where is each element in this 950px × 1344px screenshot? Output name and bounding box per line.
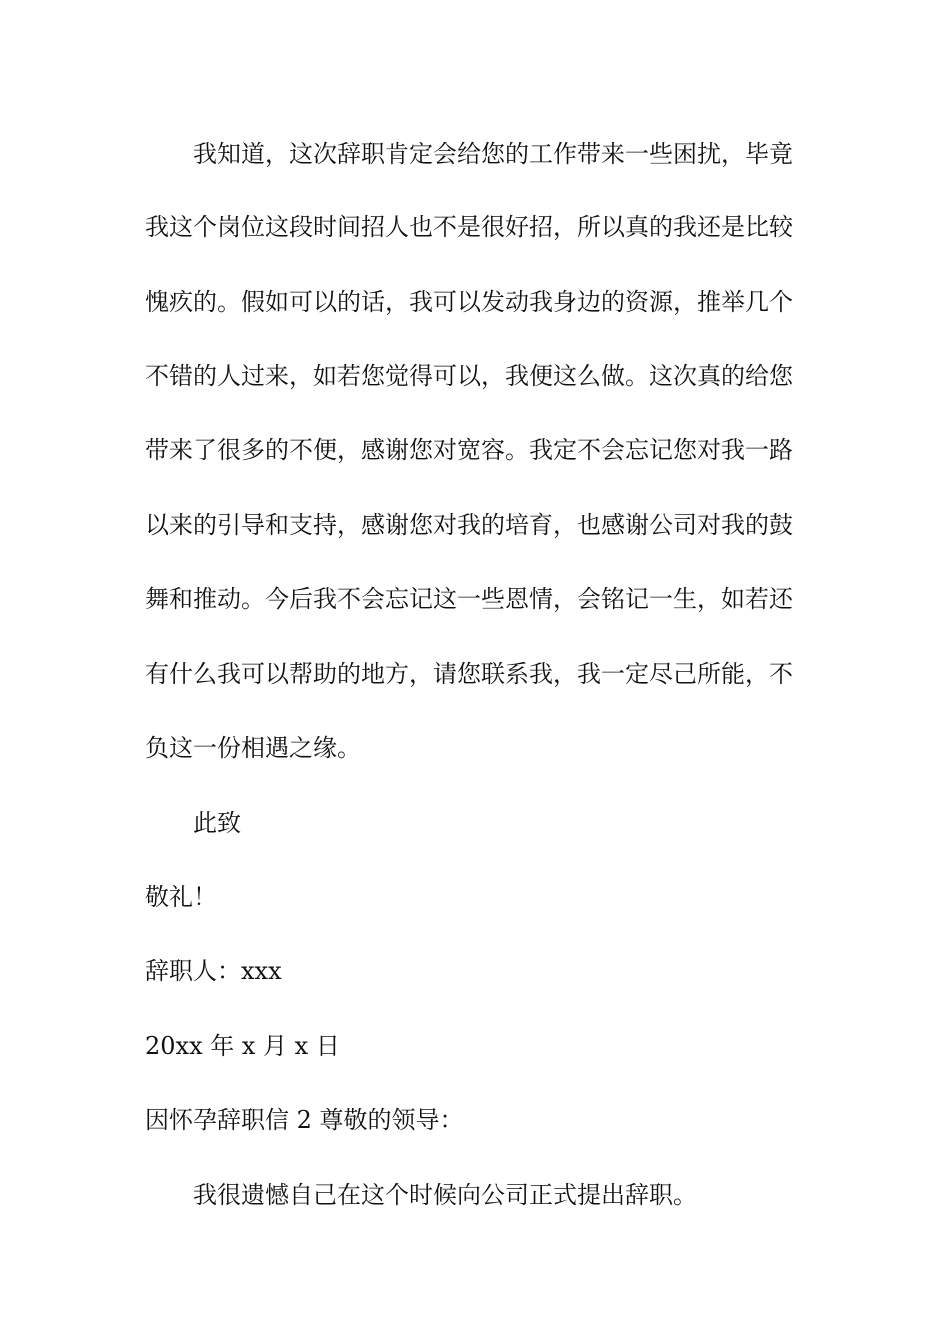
paragraph-line-5: 带来了很多的不便，感谢您对宽容。我定不会忘记您对我一路 xyxy=(145,436,793,464)
paragraph-line-1: 我知道，这次辞职肯定会给您的工作带来一些困扰，毕竟 xyxy=(193,140,793,168)
paragraph-line-9: 负这一份相遇之缘。 xyxy=(145,734,361,762)
paragraph-line-6: 以来的引导和支持，感谢您对我的培育，也感谢公司对我的鼓 xyxy=(145,511,793,539)
paragraph-line-7: 舞和推动。今后我不会忘记这一些恩情，会铭记一生，如若还 xyxy=(145,585,793,613)
next-letter-paragraph: 我很遗憾自己在这个时候向公司正式提出辞职。 xyxy=(193,1181,697,1209)
next-letter-heading: 因怀孕辞职信 2 尊敬的领导： xyxy=(145,1106,464,1134)
paragraph-line-3: 愧疚的。假如可以的话，我可以发动我身边的资源，推举几个 xyxy=(145,288,793,316)
signature-line: 辞职人：xxx xyxy=(145,957,282,985)
salute-text: 敬礼！ xyxy=(145,883,217,911)
closing-text: 此致 xyxy=(193,809,241,837)
date-line: 20xx 年 x 月 x 日 xyxy=(145,1032,340,1060)
paragraph-line-4: 不错的人过来，如若您觉得可以，我便这么做。这次真的给您 xyxy=(145,362,793,390)
paragraph-line-2: 我这个岗位这段时间招人也不是很好招，所以真的我还是比较 xyxy=(145,213,793,241)
paragraph-line-8: 有什么我可以帮助的地方，请您联系我，我一定尽己所能，不 xyxy=(145,660,793,688)
